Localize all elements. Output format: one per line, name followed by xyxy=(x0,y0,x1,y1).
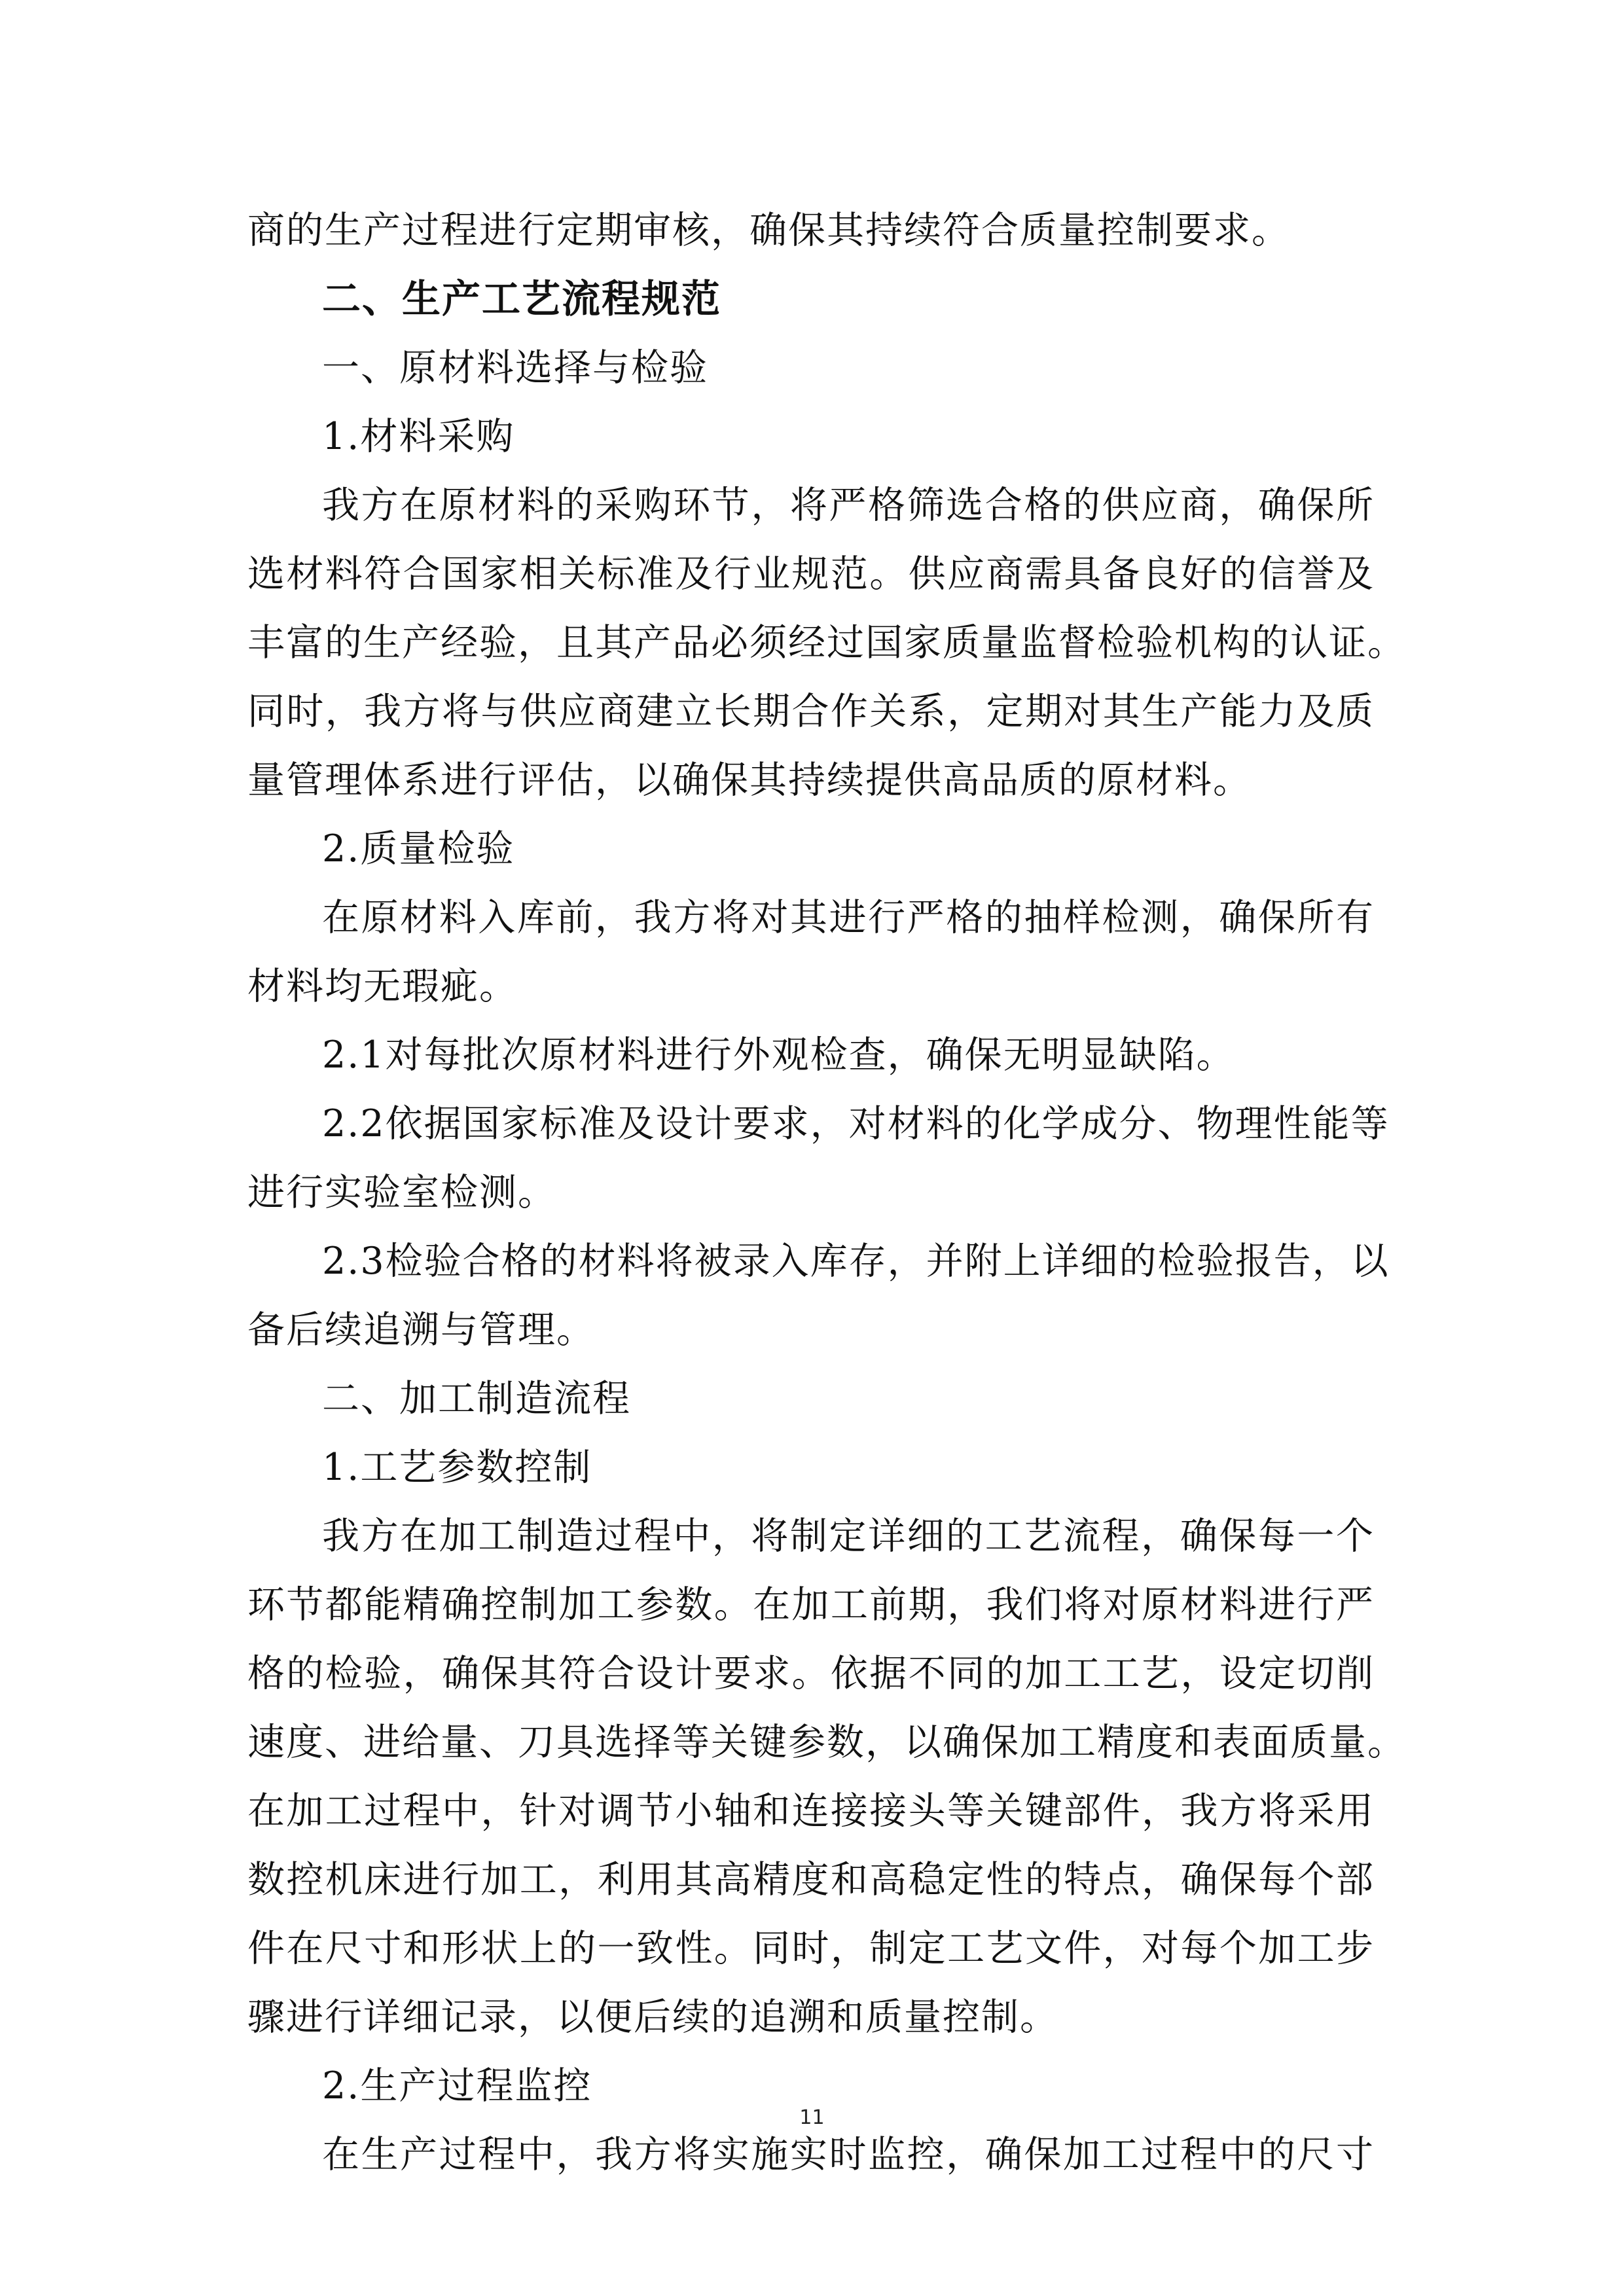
text-line xyxy=(247,1914,1375,1983)
text-line-content: 二、生产工艺流程规范 xyxy=(322,276,722,321)
text-line xyxy=(247,1227,1390,1296)
text-line xyxy=(247,1708,1406,1777)
text-line xyxy=(247,952,1375,1021)
text-line-content: 1.材料采购 xyxy=(322,415,515,458)
text-line xyxy=(247,403,1375,471)
text-line-content: 我方在原材料的采购环节，将严格筛选合格的供应商，确保所 xyxy=(322,484,1375,527)
text-line-content: 一、原材料选择与检验 xyxy=(322,346,708,389)
text-line-content: 格的检验，确保其符合设计要求。依据不同的加工工艺，设定切削 xyxy=(247,1652,1375,1695)
text-line xyxy=(247,1365,1375,1433)
text-line xyxy=(247,609,1406,677)
text-line xyxy=(247,746,1375,815)
page-number: 11 xyxy=(799,2106,825,2129)
text-line xyxy=(247,540,1375,609)
text-line-content: 1.工艺参数控制 xyxy=(322,1446,592,1489)
text-line-content: 2.质量检验 xyxy=(322,827,515,870)
text-line-content: 2.生产过程监控 xyxy=(322,2064,592,2108)
text-line xyxy=(247,1090,1390,1158)
text-line-content: 材料均无瑕疵。 xyxy=(247,965,518,1008)
text-line-content: 速度、进给量、刀具选择等关键参数，以确保加工精度和表面质量。 xyxy=(247,1721,1406,1764)
text-line-content: 选材料符合国家相关标准及行业规范。供应商需具备良好的信誉及 xyxy=(247,552,1375,596)
text-line xyxy=(247,1296,1375,1365)
text-line xyxy=(247,1571,1375,1640)
text-line-content: 环节都能精确控制加工参数。在加工前期，我们将对原材料进行严 xyxy=(247,1583,1375,1626)
text-line xyxy=(247,1983,1375,2052)
section-heading xyxy=(247,265,1375,334)
text-line xyxy=(247,1021,1375,1090)
text-line xyxy=(247,196,1375,265)
text-line xyxy=(247,1777,1375,1846)
text-line-content: 2.3检验合格的材料将被录入库存，并附上详细的检验报告，以 xyxy=(322,1240,1390,1283)
text-line-content: 件在尺寸和形状上的一致性。同时，制定工艺文件，对每个加工步 xyxy=(247,1927,1375,1970)
text-line xyxy=(247,1640,1375,1708)
text-line-content: 2.1对每批次原材料进行外观检查，确保无明显缺陷。 xyxy=(322,1033,1235,1077)
text-line xyxy=(247,471,1375,540)
text-line xyxy=(247,1846,1375,1914)
text-line xyxy=(247,884,1375,952)
text-line-content: 骤进行详细记录，以便后续的追溯和质量控制。 xyxy=(247,1996,1058,2039)
text-line xyxy=(247,2121,1375,2189)
text-line-content: 在加工过程中，针对调节小轴和连接接头等关键部件，我方将采用 xyxy=(247,1789,1375,1833)
text-line-content: 我方在加工制造过程中，将制定详细的工艺流程，确保每一个 xyxy=(322,1515,1375,1558)
text-line-content: 在生产过程中，我方将实施实时监控，确保加工过程中的尺寸 xyxy=(322,2133,1375,2176)
text-line xyxy=(247,1433,1375,1502)
text-line xyxy=(247,1158,1375,1227)
text-line xyxy=(247,677,1375,746)
text-line xyxy=(247,334,1375,403)
text-line-content: 备后续追溯与管理。 xyxy=(247,1308,595,1352)
text-line-content: 丰富的生产经验，且其产品必须经过国家质量监督检验机构的认证。 xyxy=(247,621,1406,664)
text-line-content: 量管理体系进行评估，以确保其持续提供高品质的原材料。 xyxy=(247,759,1252,802)
text-line xyxy=(247,815,1375,884)
text-line-content: 二、加工制造流程 xyxy=(322,1377,631,1420)
text-line-content: 进行实验室检测。 xyxy=(247,1171,556,1214)
text-line-content: 在原材料入库前，我方将对其进行严格的抽样检测，确保所有 xyxy=(322,896,1375,939)
text-line-content: 2.2依据国家标准及设计要求，对材料的化学成分、物理性能等 xyxy=(322,1102,1390,1145)
text-line-content: 同时，我方将与供应商建立长期合作关系，定期对其生产能力及质 xyxy=(247,690,1375,733)
text-line-content: 商的生产过程进行定期审核，确保其持续符合质量控制要求。 xyxy=(247,209,1290,252)
body-text xyxy=(247,196,1406,2189)
text-line-content: 数控机床进行加工，利用其高精度和高稳定性的特点，确保每个部 xyxy=(247,1858,1375,1901)
text-line xyxy=(247,1502,1375,1571)
